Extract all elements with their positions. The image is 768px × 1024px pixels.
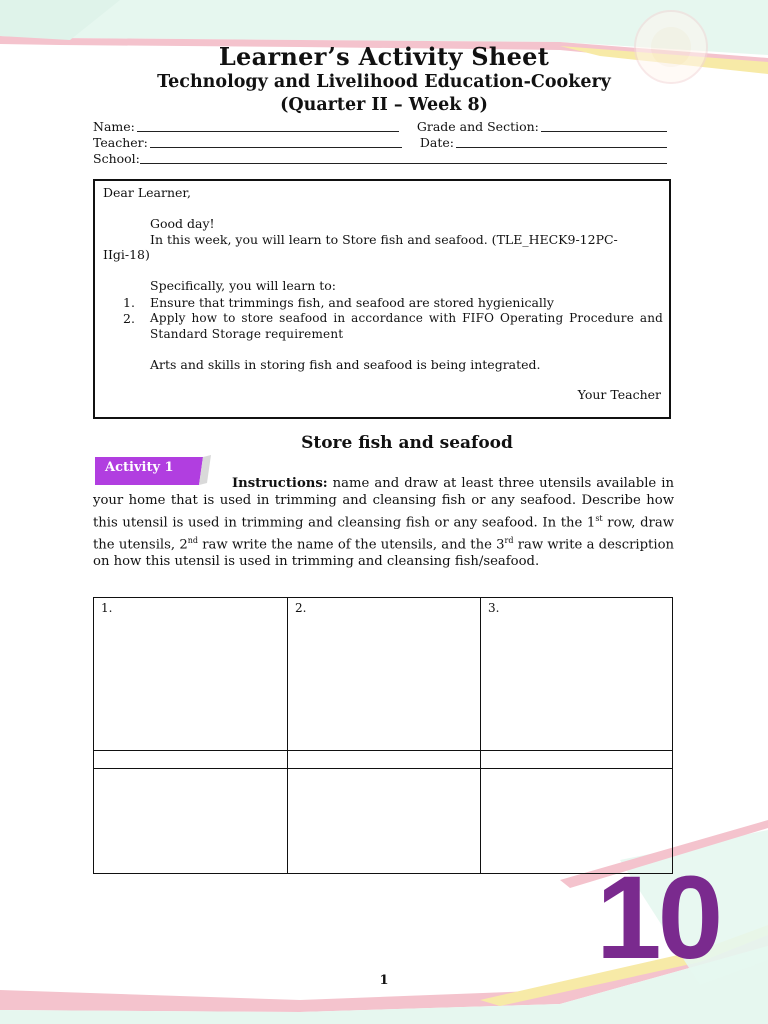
description-cell-2[interactable] <box>288 769 481 873</box>
page-title: Learner’s Activity Sheet <box>218 42 550 71</box>
letter-integration-note: Arts and skills in storing fish and seafood is being integrated. <box>150 357 541 372</box>
teacher-field[interactable] <box>150 135 402 148</box>
letter-intro-line-1: In this week, you will learn to Store fish and seafood. (TLE_HECK9-12PC- <box>150 232 618 247</box>
name-label: Name: <box>93 119 135 134</box>
teacher-label: Teacher: <box>93 135 148 150</box>
learner-info-fields <box>93 119 673 167</box>
activity-instructions: Instructions: name and draw at least three utensils available in your home that is used in trimming and cleansing fish or any seafood. Describe how this utensil is used in trimming and cleansing fish or any seafood. In the 1st row, draw the utensils, 2nd raw write the name of the utensils, and the 3rd raw write a description on how this utensil is used in trimming and cleansing fish/seafood. <box>93 476 674 570</box>
objective-text: Apply how to store seafood in accordance with FIFO Operating Procedure and Standard Storage requirement <box>150 311 663 341</box>
utensil-table <box>93 597 673 874</box>
letter-intro-line-2: IIgi-18) <box>103 247 150 262</box>
date-field[interactable] <box>456 135 667 148</box>
name-cell-1[interactable] <box>94 751 288 769</box>
objective-number: 2. <box>123 311 135 326</box>
drawing-cell-2[interactable] <box>288 598 481 751</box>
letter-greeting: Dear Learner, <box>103 185 191 200</box>
grade-level-number: 10 <box>596 852 720 984</box>
name-cell-2[interactable] <box>288 751 481 769</box>
letter-signoff: Your Teacher <box>577 387 661 402</box>
letter-specifically: Specifically, you will learn to: <box>150 278 336 293</box>
page-subtitle: Technology and Livelihood Education-Cookery <box>157 72 611 92</box>
section-heading: Store fish and seafood <box>301 433 513 453</box>
objective-number: 1. <box>123 295 135 310</box>
name-cell-3[interactable] <box>481 751 672 769</box>
column-number: 2. <box>295 601 307 615</box>
date-label: Date: <box>419 135 454 150</box>
drawing-cell-1[interactable] <box>94 598 288 751</box>
grade-section-field[interactable] <box>541 119 667 132</box>
school-field[interactable] <box>140 151 667 164</box>
quarter-week: (Quarter II – Week 8) <box>280 95 488 115</box>
objective-text: Ensure that trimmings fish, and seafood are stored hygienically <box>150 295 554 310</box>
drawing-cell-3[interactable] <box>481 598 672 751</box>
teacher-letter-box <box>93 179 671 419</box>
activity-label: Activity 1 <box>105 460 174 475</box>
description-cell-1[interactable] <box>94 769 288 873</box>
column-number: 1. <box>101 601 113 615</box>
page-number: 1 <box>379 973 389 988</box>
instructions-label: Instructions: <box>232 476 328 491</box>
letter-good-day: Good day! <box>150 216 215 231</box>
column-number: 3. <box>488 601 500 615</box>
grade-section-label: Grade and Section: <box>416 119 539 134</box>
name-field[interactable] <box>137 119 399 132</box>
school-label: School: <box>93 151 140 166</box>
